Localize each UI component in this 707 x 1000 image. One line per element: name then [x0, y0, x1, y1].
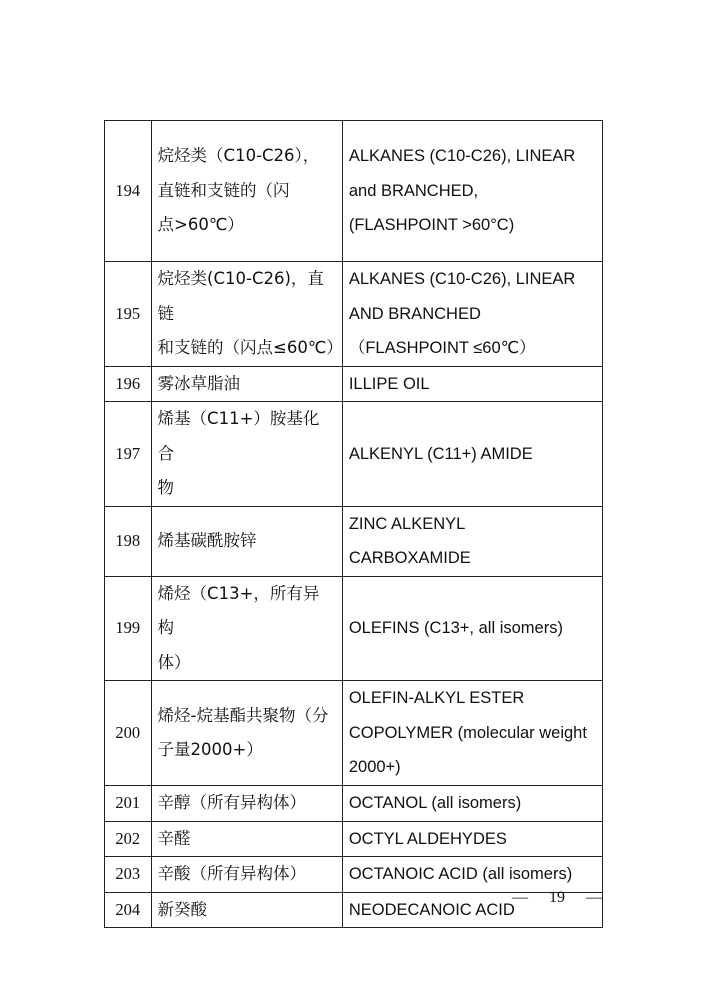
- english-name: ALKENYL (C11+) AMIDE: [342, 402, 602, 507]
- english-name: OCTANOL (all isomers): [342, 786, 602, 822]
- table-row: [105, 366, 603, 402]
- chinese-name: 烷烃类(C10-C26)，直链 和支链的（闪点≤60℃）: [151, 262, 342, 367]
- english-name: ALKANES (C10-C26), LINEAR AND BRANCHED （FLASHPOINT ≤60℃）: [342, 262, 602, 367]
- chinese-name: 辛酸（所有异构体）: [151, 857, 342, 893]
- page-footer: [512, 889, 602, 907]
- chinese-name: 烯烃-烷基酯共聚物（分 子量2000+）: [151, 681, 342, 786]
- table-row: [105, 681, 603, 786]
- row-number: 199: [105, 576, 152, 681]
- row-number: 204: [105, 892, 152, 928]
- english-name: NEODECANOIC ACID: [342, 892, 602, 928]
- chemical-table: [104, 120, 603, 928]
- english-name: ILLIPE OIL: [342, 366, 602, 402]
- table-row: [105, 857, 603, 893]
- table-row: [105, 821, 603, 857]
- row-number: 200: [105, 681, 152, 786]
- chinese-name: 辛醛: [151, 821, 342, 857]
- table-row: [105, 786, 603, 822]
- row-number: 195: [105, 262, 152, 367]
- english-name: OCTYL ALDEHYDES: [342, 821, 602, 857]
- chinese-name: 烯烃（C13+，所有异构 体）: [151, 576, 342, 681]
- row-number: 203: [105, 857, 152, 893]
- table-row: [105, 576, 603, 681]
- row-number: 202: [105, 821, 152, 857]
- table-row: [105, 262, 603, 367]
- english-name: ALKANES (C10-C26), LINEAR and BRANCHED, (FLASHPOINT >60°C): [342, 121, 602, 262]
- chinese-name: 烯基碳酰胺锌: [151, 506, 342, 576]
- row-number: 201: [105, 786, 152, 822]
- chinese-name: 烯基（C11+）胺基化合 物: [151, 402, 342, 507]
- table-row: [105, 121, 603, 262]
- chinese-name: 烷烃类（C10-C26）， 直链和支链的（闪 点>60℃）: [151, 121, 342, 262]
- english-name: OLEFINS (C13+, all isomers): [342, 576, 602, 681]
- row-number: 198: [105, 506, 152, 576]
- table-row: [105, 402, 603, 507]
- english-name: OCTANOIC ACID (all isomers): [342, 857, 602, 893]
- chinese-name: 新癸酸: [151, 892, 342, 928]
- row-number: 196: [105, 366, 152, 402]
- footer-dash-left: —: [512, 889, 528, 906]
- table-row: [105, 506, 603, 576]
- chinese-name: 辛醇（所有异构体）: [151, 786, 342, 822]
- english-name: OLEFIN-ALKYL ESTER COPOLYMER (molecular weight 2000+): [342, 681, 602, 786]
- english-name: ZINC ALKENYL CARBOXAMIDE: [342, 506, 602, 576]
- row-number: 197: [105, 402, 152, 507]
- page-number: 19: [549, 889, 565, 906]
- chinese-name: 雾冰草脂油: [151, 366, 342, 402]
- footer-dash-right: —: [586, 889, 602, 906]
- row-number: 194: [105, 121, 152, 262]
